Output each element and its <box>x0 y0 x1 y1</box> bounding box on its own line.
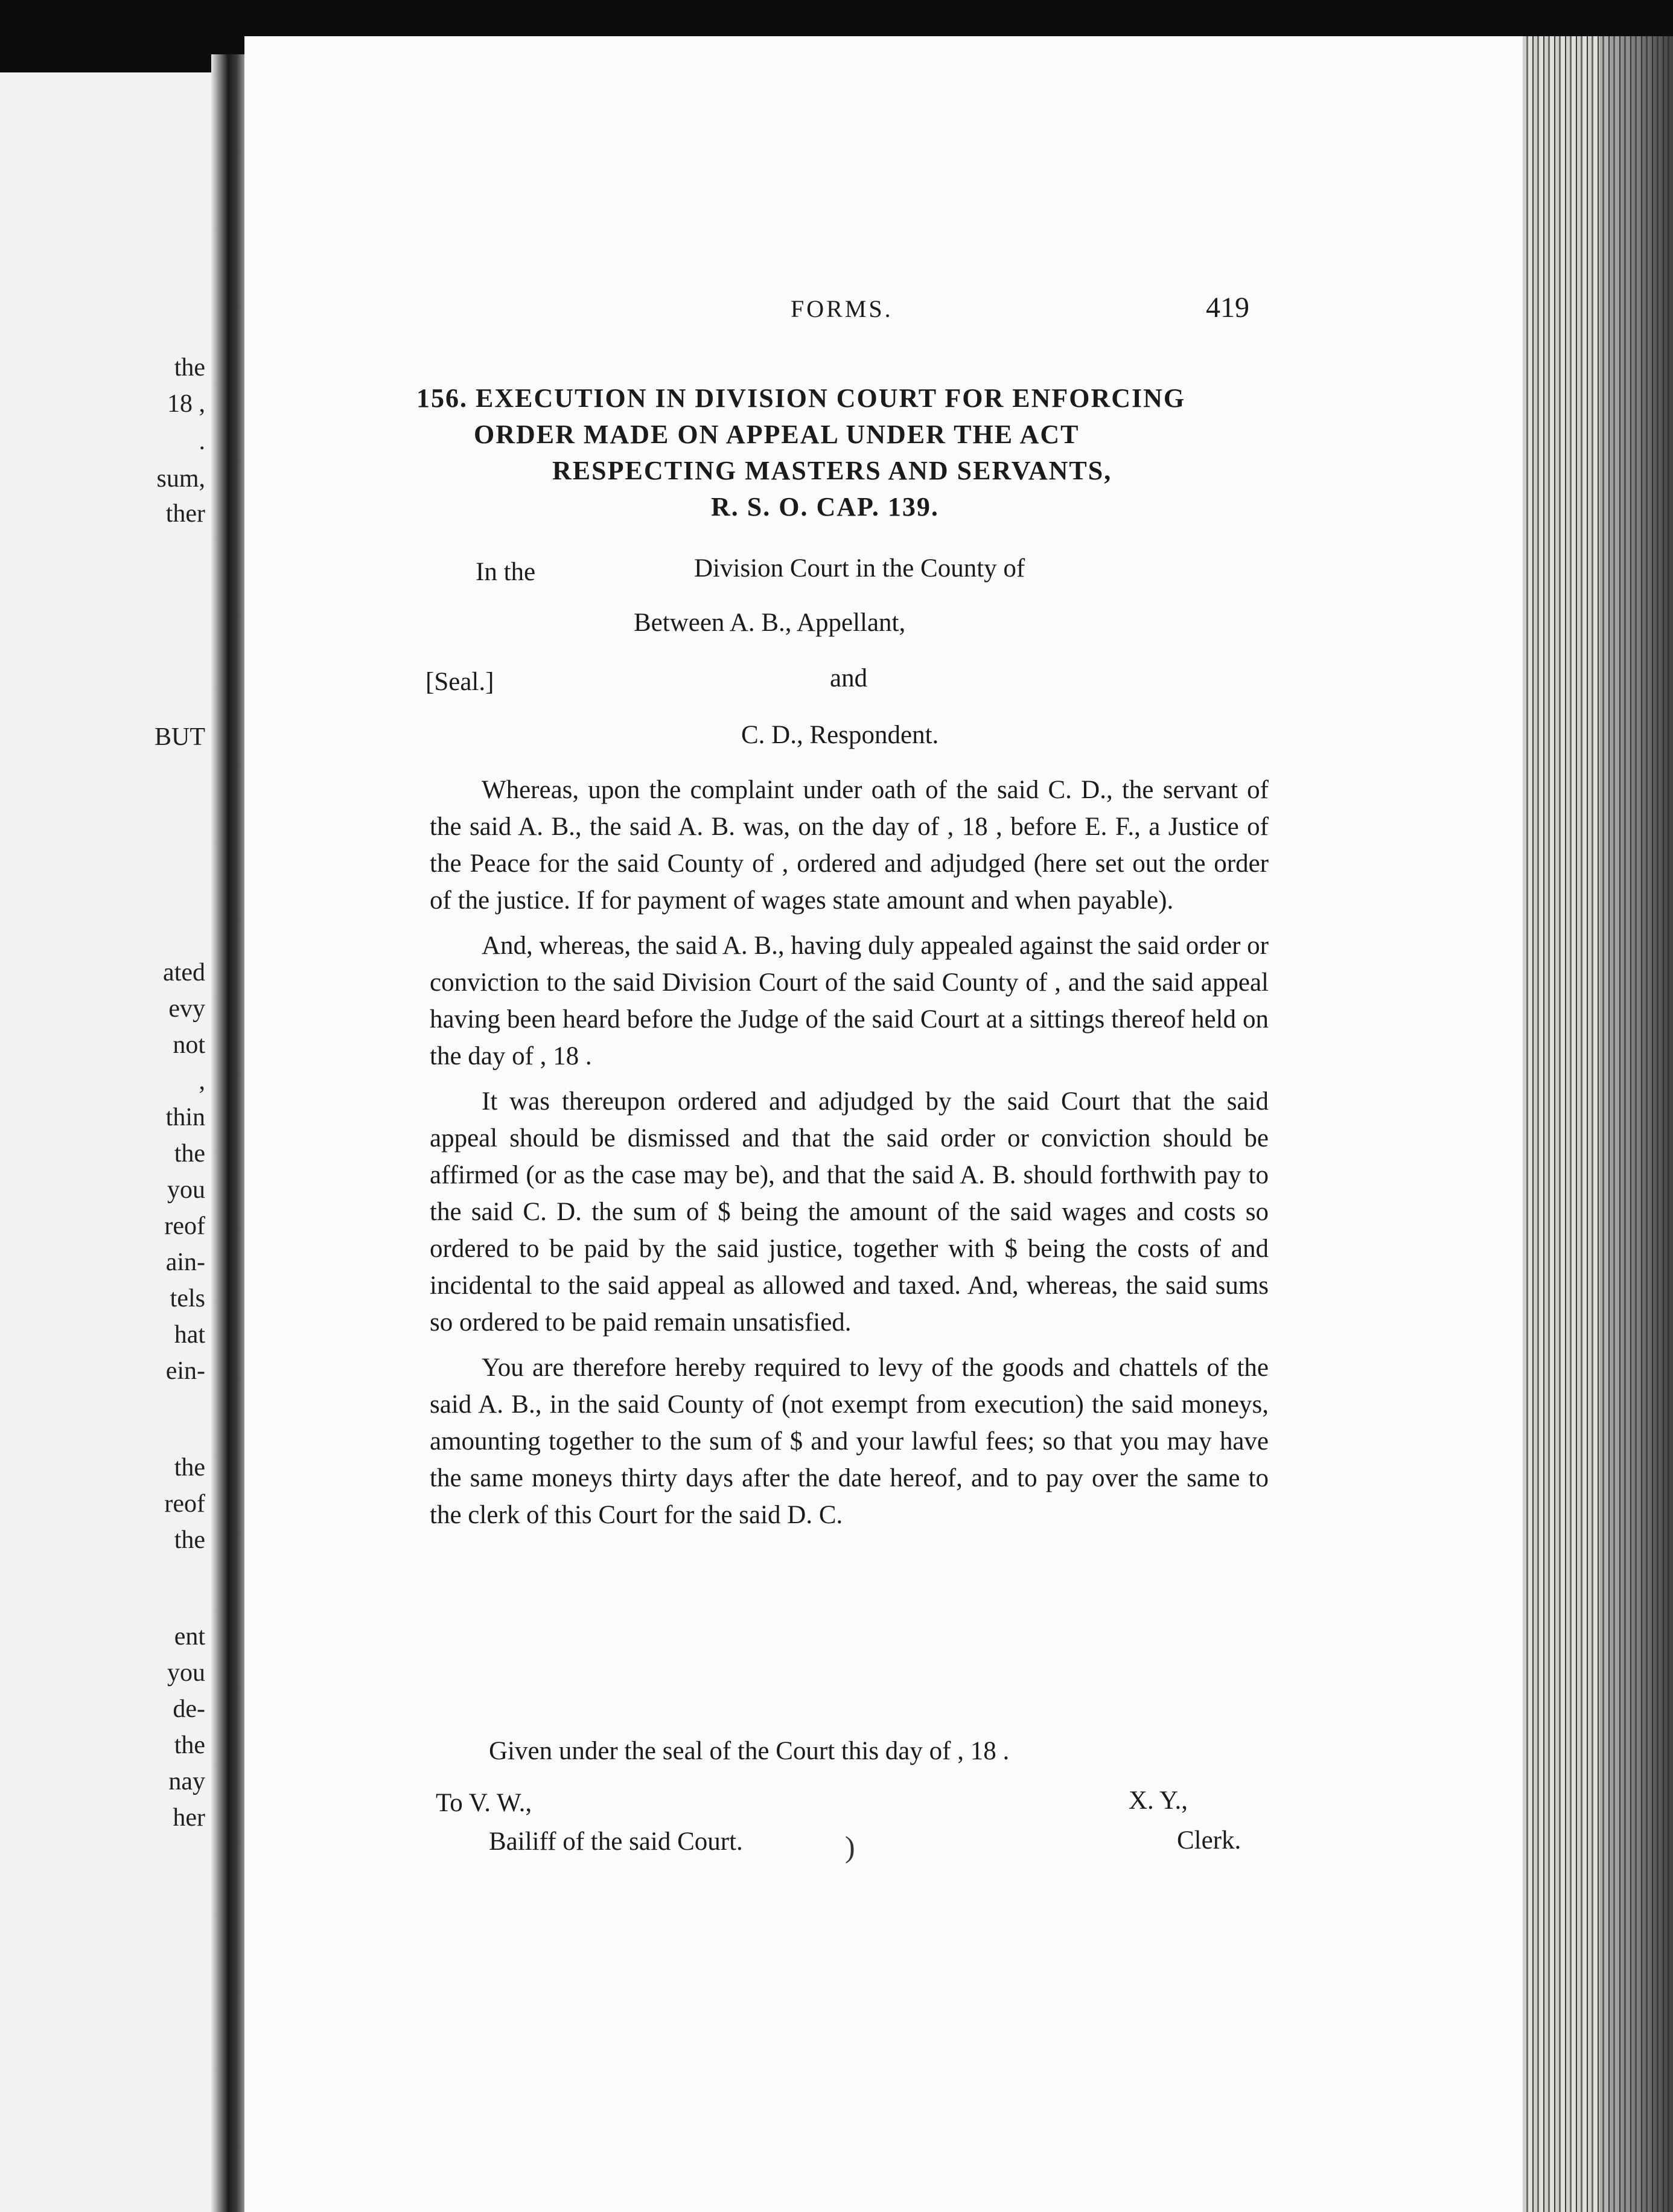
left-page-fragment: ent <box>174 1623 205 1651</box>
caption-division-court: Division Court in the County of <box>694 554 1025 583</box>
left-page-fragment: the <box>174 354 205 382</box>
left-page-fragment: evy <box>168 995 205 1023</box>
heading-line: R. S. O. CAP. 139. <box>711 492 939 522</box>
left-facing-page <box>0 72 225 2212</box>
left-page-fragment: nay <box>168 1768 205 1795</box>
left-page-fragment: you <box>167 1659 205 1687</box>
left-page-fragment: , <box>199 1067 205 1095</box>
page-number: 419 <box>1206 292 1249 324</box>
heading-line: RESPECTING MASTERS AND SERVANTS, <box>552 456 1112 485</box>
paragraph: And, whereas, the said A. B., having duly appealed against the said order or conviction to the said Division Court of the said County of , and the said appeal having been heard before the Judge of the said Court at a sittings thereof held on the day of , 18 . <box>430 932 1269 1070</box>
left-page-fragment: not <box>173 1031 205 1059</box>
left-page-fragment: the <box>174 1140 205 1168</box>
heading-line: ORDER MADE ON APPEAL UNDER THE ACT <box>474 420 1080 449</box>
running-header: FORMS. <box>791 295 893 322</box>
caption-appellant: Between A. B., Appellant, <box>634 609 906 637</box>
left-page-fragment: the <box>174 1526 205 1554</box>
form-heading <box>416 380 1261 525</box>
bailiff-line: Bailiff of the said Court. <box>489 1827 743 1856</box>
left-page-fragment: the <box>174 1731 205 1759</box>
left-page-fragment: thin <box>165 1104 205 1131</box>
addressee: To V. W., <box>436 1789 532 1817</box>
left-page-fragment: the <box>174 1454 205 1482</box>
left-page-fragment: you <box>167 1176 205 1204</box>
caption-and: and <box>830 664 868 692</box>
page-edge-shadow <box>1599 36 1673 2212</box>
paragraph: You are therefore hereby required to levy of the goods and chattels of the said A. B., in the said County of (not exempt from execution) the said moneys, amounting together to the sum of $ and your lawful fees; so that you may have the same moneys thirty days after the date hereof, and to pay over the same to the clerk of this Court for the said D. C. <box>430 1354 1269 1529</box>
caption-in-the: In the <box>476 558 536 586</box>
left-page-fragment: ein- <box>165 1357 205 1385</box>
left-page-fragment: reof <box>164 1490 205 1518</box>
left-page-fragment: hat <box>174 1321 205 1349</box>
signer-name: X. Y., <box>1129 1786 1188 1815</box>
heading-line: 156. EXECUTION IN DIVISION COURT FOR ENFORCING <box>416 383 1186 413</box>
left-page-fragment: BUT <box>155 723 205 751</box>
left-page-fragment: reof <box>164 1212 205 1240</box>
left-page-fragment: ain- <box>165 1248 205 1276</box>
left-page-fragment: sum, <box>156 465 205 493</box>
caption-respondent: C. D., Respondent. <box>741 721 939 749</box>
brace: ) <box>845 1830 855 1864</box>
left-page-fragment: ther <box>165 500 205 528</box>
given-under-seal: Given under the seal of the Court this day of , 18 . <box>489 1737 1010 1765</box>
left-page-fragment: her <box>173 1804 205 1832</box>
left-page-fragment: ated <box>163 959 205 986</box>
left-page-fragment: . <box>199 427 205 455</box>
left-page-fragment: de- <box>173 1695 205 1723</box>
left-page-fragment: 18 , <box>167 390 205 418</box>
seal-label: [Seal.] <box>425 668 494 696</box>
paragraph: Whereas, upon the complaint under oath of the said C. D., the servant of the said A. B., the said A. B. was, on the day of , 18 , before E. F., a Justice of the Peace for the said County of , ordered and adjudged (here set out the order of the justice. If for payment of wages state amount and when payable). <box>430 776 1269 915</box>
paragraph: It was thereupon ordered and adjudged by the said Court that the said appeal should be dismissed and that the said order or conviction should be affirmed (or as the case may be), and that the said A. B. should forthwith pay to the said C. D. the sum of $ being the amount of the said wages and costs so ordered to be paid by the said justice, together with $ being the costs of and incidental to the said appeal as allowed and taxed. And, whereas, the said sums so ordered to be paid remain unsatisfied. <box>430 1087 1269 1337</box>
left-page-fragment: tels <box>170 1285 205 1312</box>
form-body <box>430 772 1269 1542</box>
signer-title: Clerk. <box>1177 1826 1241 1855</box>
